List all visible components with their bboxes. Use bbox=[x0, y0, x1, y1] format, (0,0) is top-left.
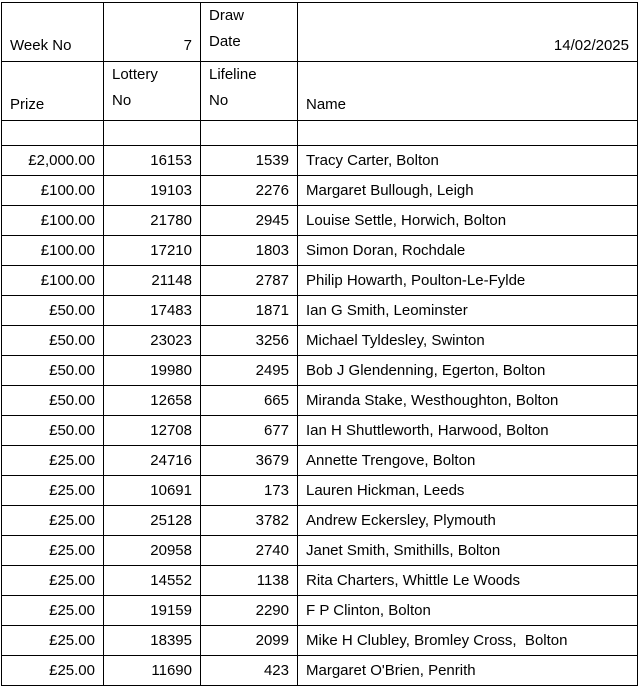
lifeline-no-cell: 665 bbox=[201, 386, 298, 416]
lifeline-no-cell: 677 bbox=[201, 416, 298, 446]
prize-column-header bbox=[2, 62, 104, 121]
lottery-no-cell: 10691 bbox=[104, 476, 201, 506]
lifeline-no-column-header bbox=[201, 62, 298, 121]
prize-cell: £25.00 bbox=[2, 506, 104, 536]
result-row bbox=[2, 506, 638, 536]
result-row bbox=[2, 626, 638, 656]
lifeline-no-cell: 3782 bbox=[201, 506, 298, 536]
lottery-no-cell: 17483 bbox=[104, 296, 201, 326]
result-row bbox=[2, 356, 638, 386]
prize-cell: £25.00 bbox=[2, 566, 104, 596]
prize-cell: £100.00 bbox=[2, 236, 104, 266]
lottery-no-cell: 23023 bbox=[104, 326, 201, 356]
empty-cell bbox=[2, 121, 104, 146]
lottery-no-cell: 19159 bbox=[104, 596, 201, 626]
prize-cell: £100.00 bbox=[2, 206, 104, 236]
prize-cell: £25.00 bbox=[2, 626, 104, 656]
lottery-no-cell: 24716 bbox=[104, 446, 201, 476]
result-row bbox=[2, 566, 638, 596]
winner-name-cell: Ian H Shuttleworth, Harwood, Bolton bbox=[298, 416, 638, 446]
results-body bbox=[2, 3, 638, 686]
lifeline-no-cell: 1539 bbox=[201, 146, 298, 176]
prize-cell: £25.00 bbox=[2, 656, 104, 686]
winner-name-cell: F P Clinton, Bolton bbox=[298, 596, 638, 626]
lifeline-no-cell: 2099 bbox=[201, 626, 298, 656]
week-no-label-text: Week No bbox=[10, 37, 72, 54]
result-row bbox=[2, 596, 638, 626]
lifeline-no-cell: 173 bbox=[201, 476, 298, 506]
week-no-value-cell bbox=[104, 3, 201, 62]
lottery-no-column-header-text: Lottery No bbox=[112, 66, 158, 109]
prize-cell: £25.00 bbox=[2, 536, 104, 566]
lottery-no-cell: 11690 bbox=[104, 656, 201, 686]
winner-name-cell: Rita Charters, Whittle Le Woods bbox=[298, 566, 638, 596]
prize-cell: £50.00 bbox=[2, 416, 104, 446]
draw-date-value: 14/02/2025 bbox=[553, 37, 629, 54]
winner-name-cell: Bob J Glendenning, Egerton, Bolton bbox=[298, 356, 638, 386]
winner-name-cell: Louise Settle, Horwich, Bolton bbox=[298, 206, 638, 236]
name-column-header bbox=[298, 62, 638, 121]
winner-name-cell: Mike H Clubley, Bromley Cross, Bolton bbox=[298, 626, 638, 656]
result-row bbox=[2, 176, 638, 206]
lifeline-no-column-header-text: Lifeline No bbox=[209, 66, 257, 109]
result-row bbox=[2, 536, 638, 566]
lifeline-no-cell: 2290 bbox=[201, 596, 298, 626]
prize-cell: £50.00 bbox=[2, 296, 104, 326]
winner-name-cell: Simon Doran, Rochdale bbox=[298, 236, 638, 266]
lottery-no-cell: 21148 bbox=[104, 266, 201, 296]
prize-cell: £50.00 bbox=[2, 386, 104, 416]
lifeline-no-cell: 2787 bbox=[201, 266, 298, 296]
result-row bbox=[2, 416, 638, 446]
draw-date-value-cell bbox=[298, 3, 638, 62]
prize-cell: £25.00 bbox=[2, 476, 104, 506]
lifeline-no-cell: 2945 bbox=[201, 206, 298, 236]
result-row bbox=[2, 146, 638, 176]
result-row bbox=[2, 266, 638, 296]
lottery-no-cell: 25128 bbox=[104, 506, 201, 536]
lifeline-no-cell: 2495 bbox=[201, 356, 298, 386]
column-header-row bbox=[2, 62, 638, 121]
lifeline-no-cell: 423 bbox=[201, 656, 298, 686]
lifeline-no-cell: 1138 bbox=[201, 566, 298, 596]
result-row bbox=[2, 236, 638, 266]
winner-name-cell: Philip Howarth, Poulton-Le-Fylde bbox=[298, 266, 638, 296]
winner-name-cell: Miranda Stake, Westhoughton, Bolton bbox=[298, 386, 638, 416]
prize-cell: £50.00 bbox=[2, 326, 104, 356]
winner-name-cell: Annette Trengove, Bolton bbox=[298, 446, 638, 476]
lottery-no-cell: 14552 bbox=[104, 566, 201, 596]
lottery-no-cell: 19103 bbox=[104, 176, 201, 206]
prize-cell: £100.00 bbox=[2, 176, 104, 206]
empty-cell bbox=[298, 121, 638, 146]
lottery-no-cell: 21780 bbox=[104, 206, 201, 236]
prize-cell: £25.00 bbox=[2, 446, 104, 476]
result-row bbox=[2, 296, 638, 326]
result-row bbox=[2, 386, 638, 416]
lottery-no-cell: 12708 bbox=[104, 416, 201, 446]
empty-cell bbox=[104, 121, 201, 146]
lottery-no-cell: 16153 bbox=[104, 146, 201, 176]
result-row bbox=[2, 656, 638, 686]
lottery-no-cell: 20958 bbox=[104, 536, 201, 566]
lottery-no-cell: 17210 bbox=[104, 236, 201, 266]
lottery-no-cell: 12658 bbox=[104, 386, 201, 416]
winner-name-cell: Ian G Smith, Leominster bbox=[298, 296, 638, 326]
lifeline-no-cell: 2276 bbox=[201, 176, 298, 206]
winner-name-cell: Margaret O'Brien, Penrith bbox=[298, 656, 638, 686]
result-row bbox=[2, 326, 638, 356]
result-row bbox=[2, 446, 638, 476]
prize-cell: £100.00 bbox=[2, 266, 104, 296]
draw-date-label-cell bbox=[201, 3, 298, 62]
winner-name-cell: Lauren Hickman, Leeds bbox=[298, 476, 638, 506]
prize-cell: £2,000.00 bbox=[2, 146, 104, 176]
winner-name-cell: Andrew Eckersley, Plymouth bbox=[298, 506, 638, 536]
result-row bbox=[2, 476, 638, 506]
name-column-header-text: Name bbox=[306, 96, 347, 113]
lottery-no-cell: 19980 bbox=[104, 356, 201, 386]
prize-cell: £50.00 bbox=[2, 356, 104, 386]
draw-info-row bbox=[2, 3, 638, 62]
lifeline-no-cell: 1803 bbox=[201, 236, 298, 266]
winner-name-cell: Michael Tyldesley, Swinton bbox=[298, 326, 638, 356]
draw-date-label-text: Draw Date bbox=[209, 7, 245, 50]
prize-column-header-text: Prize bbox=[10, 96, 45, 113]
lifeline-no-cell: 3679 bbox=[201, 446, 298, 476]
winner-name-cell: Margaret Bullough, Leigh bbox=[298, 176, 638, 206]
week-no-value: 7 bbox=[183, 37, 192, 54]
lifeline-no-cell: 1871 bbox=[201, 296, 298, 326]
result-row bbox=[2, 206, 638, 236]
spacer-row bbox=[2, 121, 638, 146]
lifeline-no-cell: 2740 bbox=[201, 536, 298, 566]
week-no-label bbox=[2, 3, 104, 62]
lifeline-no-cell: 3256 bbox=[201, 326, 298, 356]
winner-name-cell: Tracy Carter, Bolton bbox=[298, 146, 638, 176]
lottery-no-cell: 18395 bbox=[104, 626, 201, 656]
lottery-results-table bbox=[1, 2, 638, 686]
empty-cell bbox=[201, 121, 298, 146]
lottery-no-column-header bbox=[104, 62, 201, 121]
winner-name-cell: Janet Smith, Smithills, Bolton bbox=[298, 536, 638, 566]
prize-cell: £25.00 bbox=[2, 596, 104, 626]
